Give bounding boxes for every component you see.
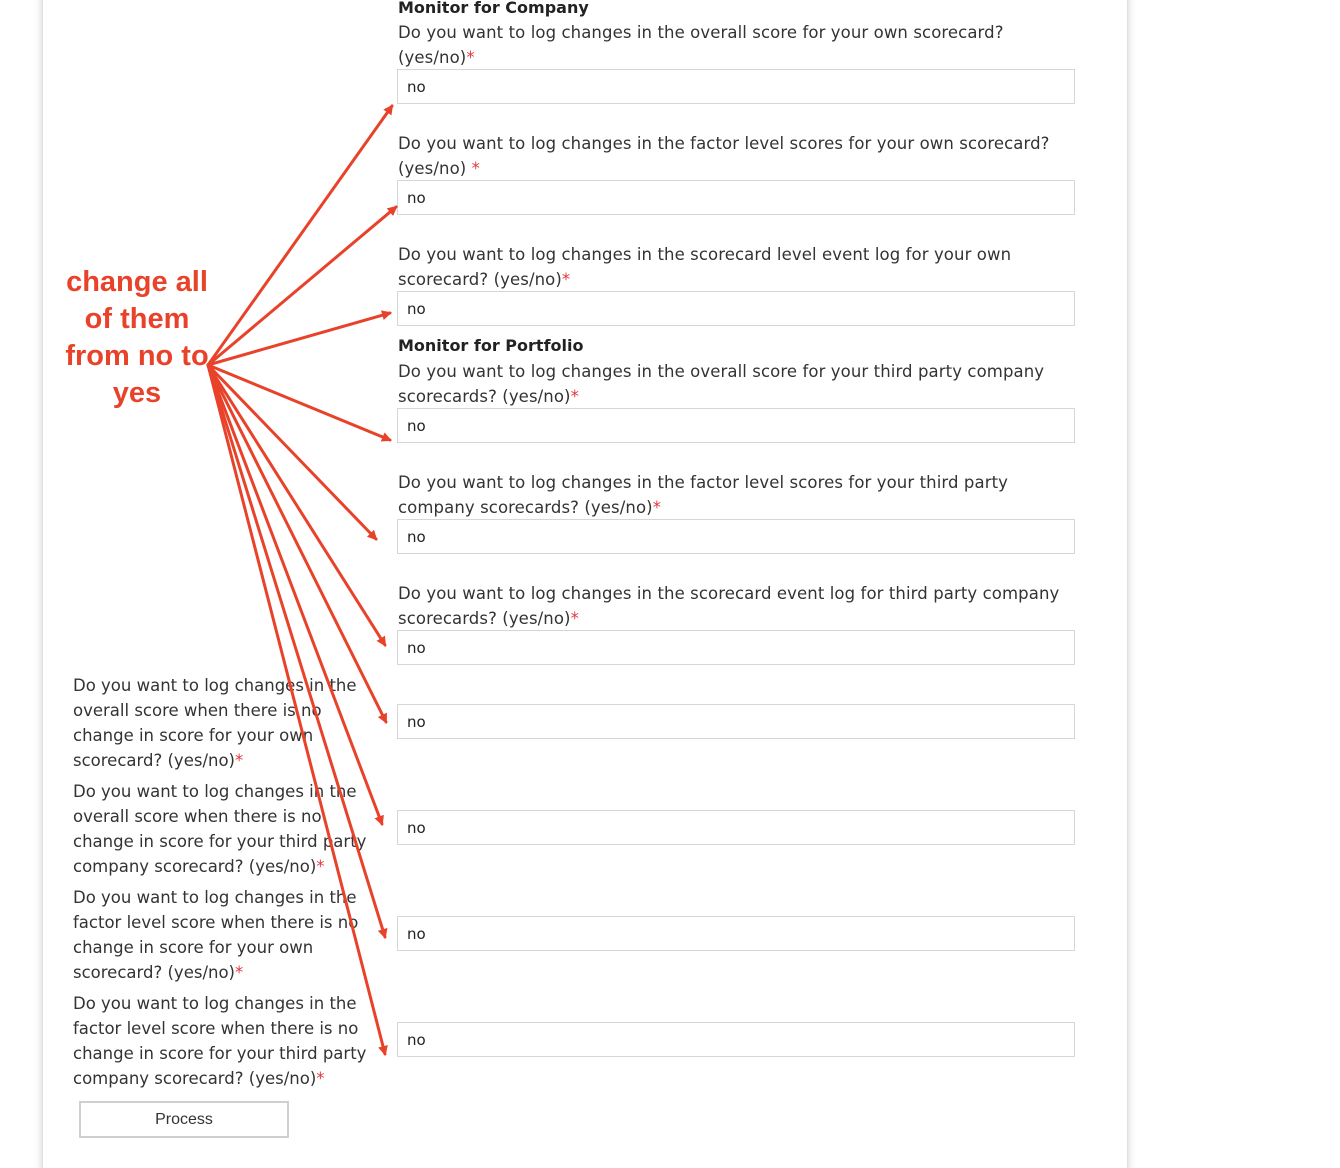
- overall-score-portfolio-input[interactable]: [397, 408, 1075, 443]
- section-title-portfolio: Monitor for Portfolio: [398, 336, 584, 355]
- question-text: Do you want to log changes in the factor level scores for your own scorecard? (yes/no): [398, 134, 1050, 178]
- question-label-5: [398, 470, 1058, 520]
- event-log-portfolio-input[interactable]: [397, 630, 1075, 665]
- side-question-label-3: [73, 885, 383, 985]
- annotation-note: change all of them from no to yes: [65, 266, 209, 409]
- question-label-1: [398, 20, 1058, 70]
- factor-level-portfolio-input[interactable]: [397, 519, 1075, 554]
- required-mark: *: [316, 1069, 325, 1088]
- question-text: Do you want to log changes in the scorecard level event log for your own scorecard? (yes/no): [398, 245, 1012, 289]
- required-mark: *: [316, 857, 325, 876]
- question-text: Do you want to log changes in the scorecard event log for third party company scorecards? (yes/no): [398, 584, 1060, 628]
- question-label-4: [398, 359, 1070, 409]
- question-text: Do you want to log changes in the overall score for your own scorecard? (yes/no): [398, 23, 1004, 67]
- process-button[interactable]: Process: [79, 1101, 289, 1138]
- question-text: Do you want to log changes in the overall score when there is no change in score for your own scorecard? (yes/no): [73, 676, 357, 770]
- question-label-3: [398, 242, 1070, 292]
- required-mark: *: [561, 270, 571, 289]
- required-mark: *: [235, 963, 244, 982]
- overall-no-change-own-input[interactable]: [397, 704, 1075, 739]
- side-question-label-2: [73, 779, 383, 879]
- required-mark: *: [235, 751, 244, 770]
- question-label-2: [398, 131, 1070, 181]
- required-mark: *: [466, 48, 475, 67]
- factor-no-change-portfolio-input[interactable]: [397, 1022, 1075, 1057]
- required-mark: *: [570, 387, 579, 406]
- required-mark: *: [570, 609, 579, 628]
- factor-no-change-own-input[interactable]: [397, 916, 1075, 951]
- required-mark: *: [471, 159, 481, 178]
- question-label-6: [398, 581, 1078, 631]
- question-text: Do you want to log changes in the factor level scores for your third party company scorecards? (yes/no): [398, 473, 1009, 517]
- event-log-own-input[interactable]: [397, 291, 1075, 326]
- question-text: Do you want to log changes in the factor level score when there is no change in score for your own scorecard? (yes/no): [73, 888, 359, 982]
- side-question-label-4: [73, 991, 383, 1091]
- overall-score-own-input[interactable]: [397, 69, 1075, 104]
- side-question-label-1: [73, 673, 383, 773]
- overall-no-change-portfolio-input[interactable]: [397, 810, 1075, 845]
- question-text: Do you want to log changes in the factor level score when there is no change in score for your third party company scorecard? (yes/no): [73, 994, 367, 1088]
- factor-level-own-input[interactable]: [397, 180, 1075, 215]
- required-mark: *: [652, 498, 662, 517]
- section-title-company: Monitor for Company: [398, 0, 589, 17]
- question-text: Do you want to log changes in the overall score for your third party company scorecards? (yes/no): [398, 362, 1045, 406]
- question-text: Do you want to log changes in the overall score when there is no change in score for your third party company scorecard? (yes/no): [73, 782, 367, 876]
